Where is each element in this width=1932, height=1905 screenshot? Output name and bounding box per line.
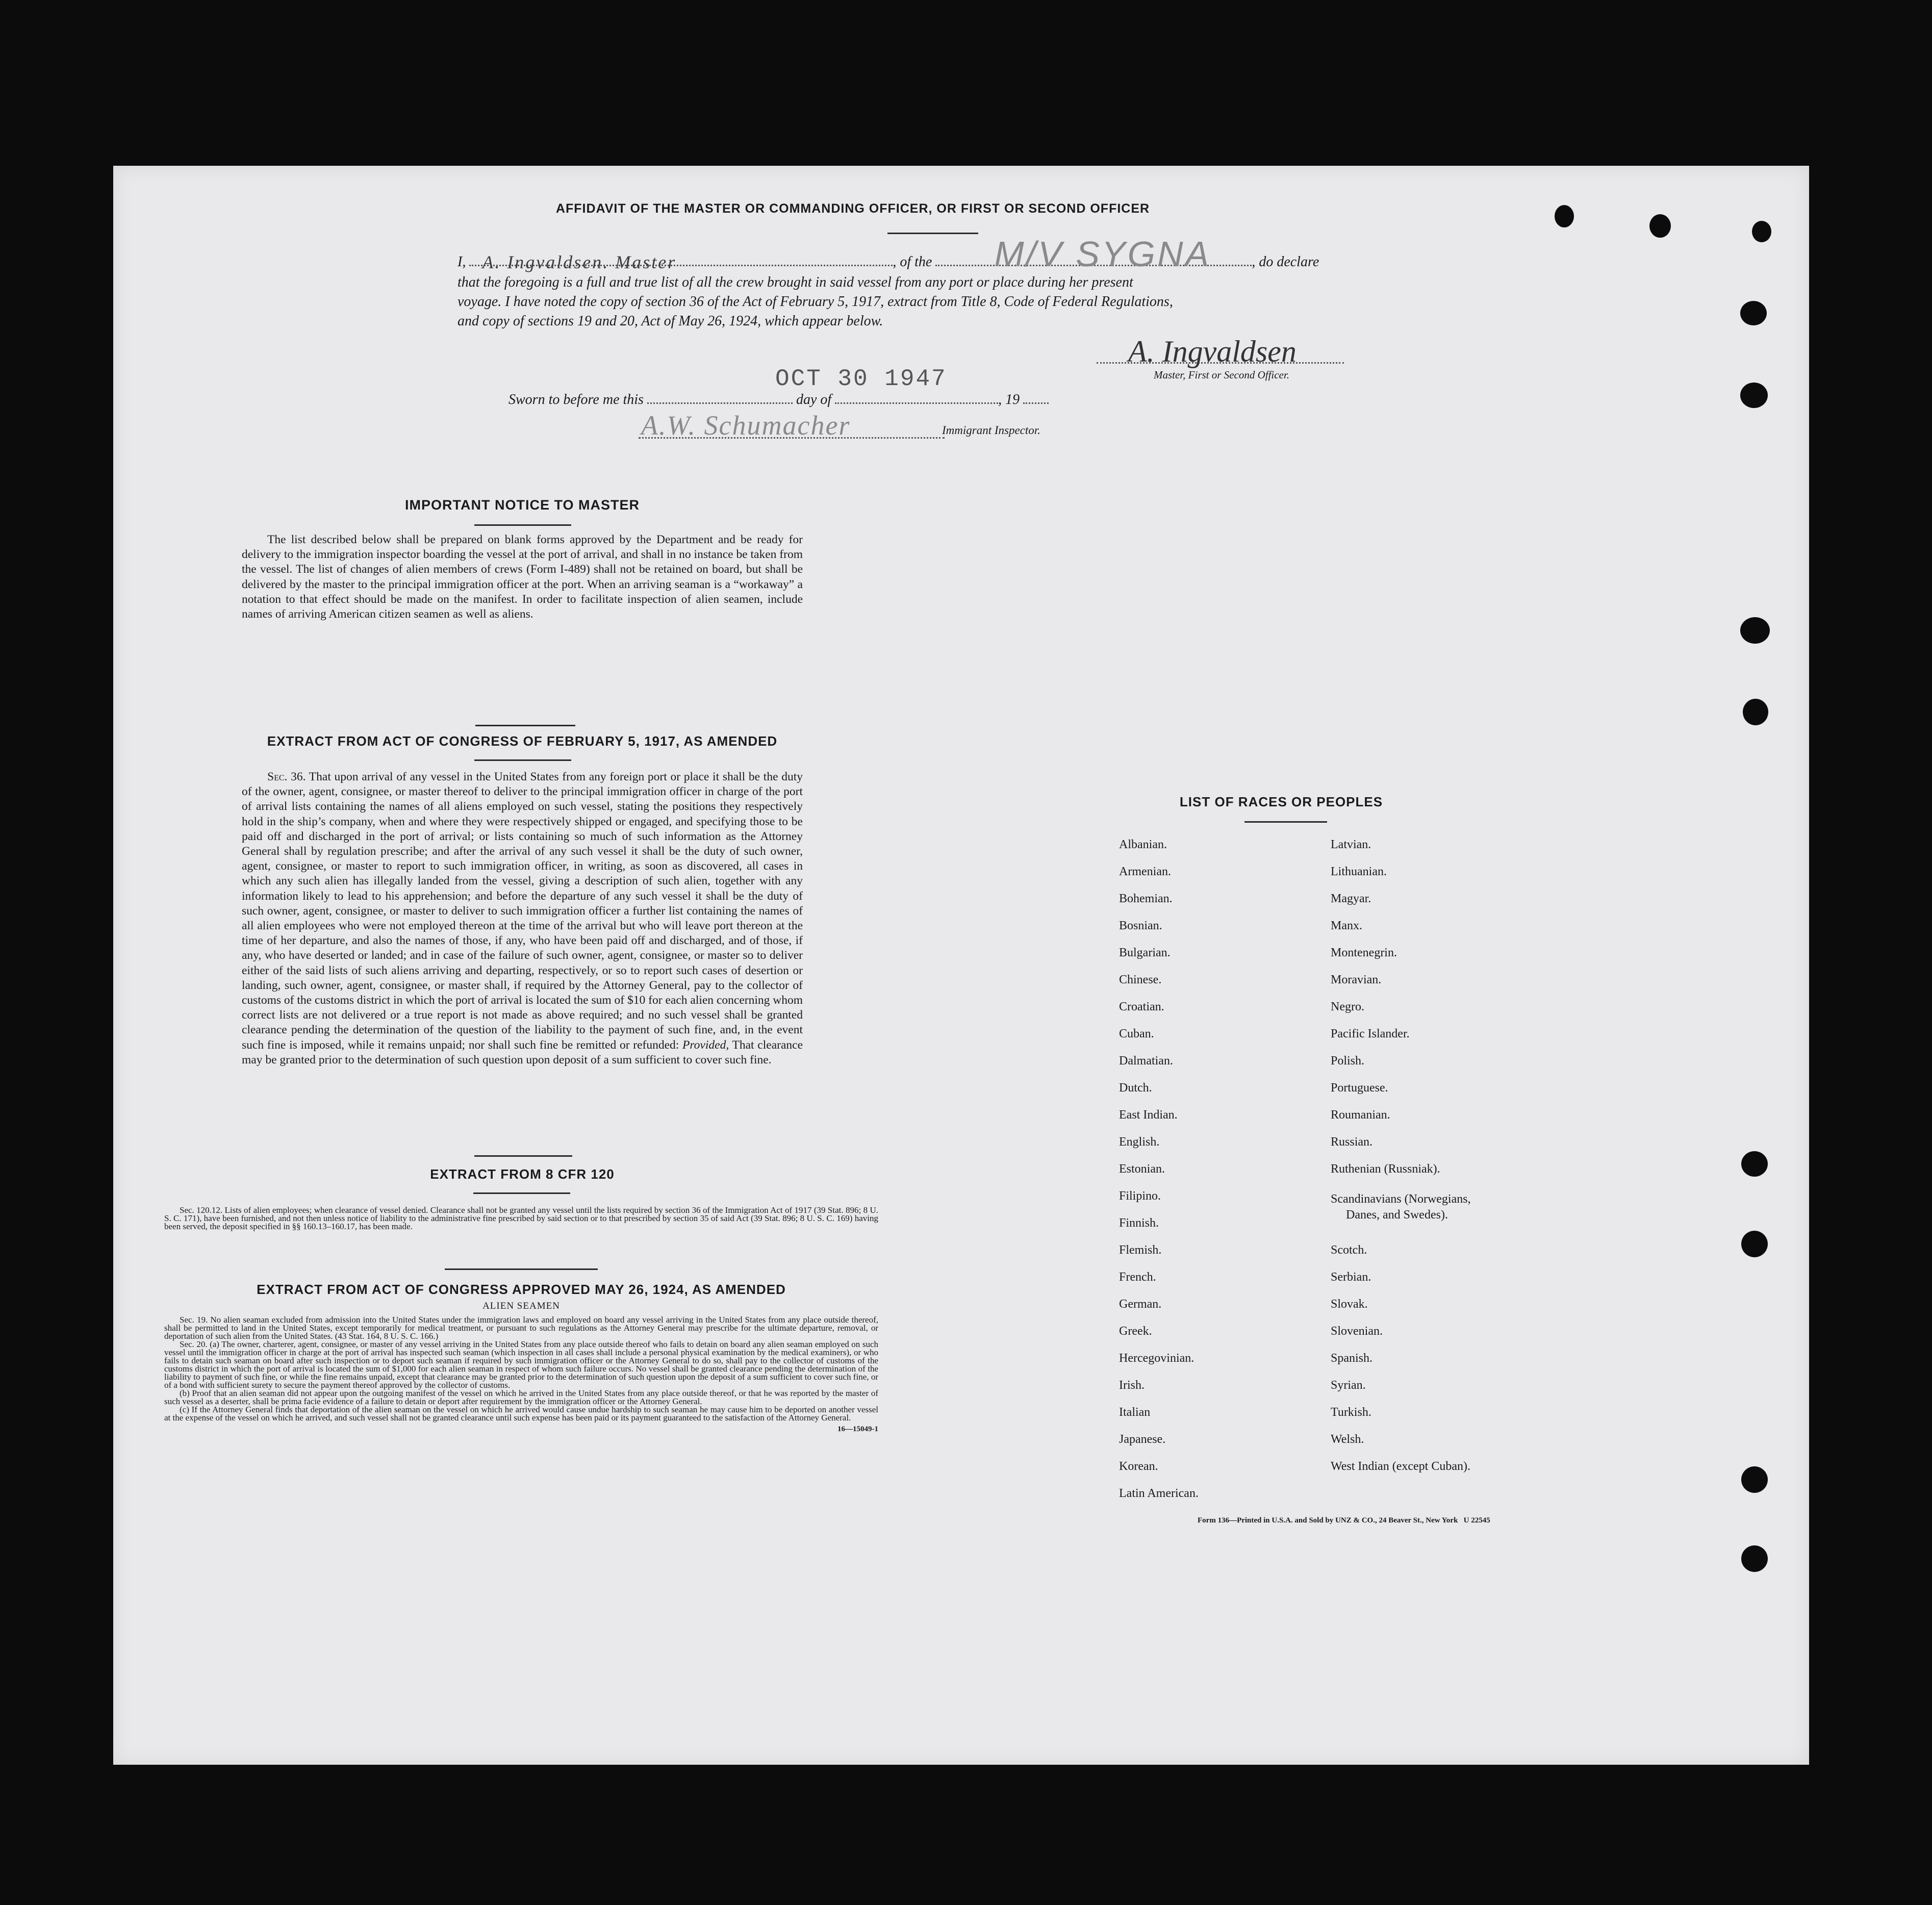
race-item: Magyar. bbox=[1331, 892, 1371, 905]
race-item: Manx. bbox=[1331, 919, 1362, 932]
race-item: Slovenian. bbox=[1331, 1325, 1383, 1338]
cfr-title: EXTRACT FROM 8 CFR 120 bbox=[430, 1166, 615, 1182]
sworn-line bbox=[509, 390, 1233, 410]
race-item: Armenian. bbox=[1119, 865, 1171, 878]
race-item: Turkish. bbox=[1331, 1406, 1371, 1419]
race-item: Dutch. bbox=[1119, 1081, 1152, 1095]
act1917-provided: Provided, bbox=[682, 1038, 729, 1052]
race-item: Danes, and Swedes). bbox=[1346, 1208, 1448, 1222]
races-rule bbox=[1244, 821, 1327, 823]
affidavit-of-the: , of the bbox=[893, 254, 932, 270]
race-item: Filipino. bbox=[1119, 1189, 1161, 1203]
race-item: Spanish. bbox=[1331, 1352, 1373, 1365]
form-code: 16—15049-1 bbox=[837, 1425, 878, 1433]
punch-hole bbox=[1741, 1151, 1768, 1177]
race-item: East Indian. bbox=[1119, 1108, 1178, 1122]
race-item: Montenegrin. bbox=[1331, 946, 1397, 959]
race-item: Greek. bbox=[1119, 1325, 1152, 1338]
date-stamp-text: OCT 30 1947 bbox=[775, 366, 947, 392]
act1917-body: That upon arrival of any vessel in the United States from any foreign port or place it shall be the duty of the owner, agent, consignee, or master thereof to deliver to the principal immigration officer in charge of the port of arrival lists containing the names of all aliens employed on such vessel, stating the positions they respectively hold in the ship’s company, when and where they were respectively shipped or engaged, and specifying those to be paid off and discharged in the port of arrival; or lists containing so much of such information as the Attorney General shall by regulation prescribe; and after the arrival of any such vessel it shall be the duty of such owner, agent, consignee, or master to report to such immigration officer, in writing, as soon as discovered, all cases in which any such alien has illegally landed from the vessel, giving a description of such alien, together with any information likely to lead to his apprehension; and before the departure of any such vessel it shall be the duty of such owner, agent, consignee, or master to deliver to such immigration officer a further list containing the names of all alien employees who were not employed thereon at the time of the arrival but who will leave port thereon at the time of her departure, and also the names of those, if any, who have been paid off and discharged, and of those, if any, who have deserted or landed; and in case of the failure of such owner, agent, consignee, or master so to deliver either of the said lists of such aliens arriving and departing, respectively, or so to report such cases of desertion or landing, such owner, agent, consignee, or master shall, if required by the Attorney General, pay to the collector of customs of the customs district in which the port of arrival is located the sum of $10 for each alien concerning whom correct lists are not delivered or a true report is not made as above required; and no such vessel shall be granted clearance pending the determination of the question of the liability to the payment of such fine, and, in the event such fine is imposed, while it remains unpaid; nor shall such fine be remitted or refunded: bbox=[242, 770, 803, 1052]
vessel-stamp: M/V SYGNA bbox=[994, 234, 1211, 274]
races-left-column bbox=[1119, 837, 1313, 1513]
punch-hole bbox=[1741, 1231, 1768, 1257]
race-item: Portuguese. bbox=[1331, 1081, 1388, 1095]
race-item: Estonian. bbox=[1119, 1162, 1165, 1176]
cfr-rule bbox=[473, 1192, 570, 1194]
sworn-year-field bbox=[1023, 402, 1049, 404]
act1917-body-end: That clearance may be granted prior to the determination of such question upon deposit of a sum sufficient to cover such fine. bbox=[242, 1038, 803, 1066]
inspector-caption: Immigrant Inspector. bbox=[942, 424, 1040, 437]
race-item: Moravian. bbox=[1331, 973, 1382, 986]
punch-hole bbox=[1740, 301, 1767, 325]
notice-text: The list described below shall be prepared on blank forms approved by the Department and be ready for delivery to the immigration inspector boarding the vessel at the port of arrival, and shall in no instance be taken from the vessel. The list of changes of alien members of crews (Form I-489) shall not be retained on board, but shall be delivered by the master to the principal immigration officer at the port. When an arriving seaman is a “workaway” a notation to that effect should be made on the manifest. In order to facilitate inspection of alien seamen, include names of arriving American citizen seamen as well as aliens. bbox=[242, 533, 803, 621]
act1924-subtitle: ALIEN SEAMEN bbox=[482, 1301, 560, 1311]
master-name-field bbox=[469, 252, 893, 272]
race-item: Finnish. bbox=[1119, 1216, 1159, 1230]
race-item: Croatian. bbox=[1119, 1000, 1164, 1013]
act1917-text bbox=[242, 770, 803, 1068]
race-item: Syrian. bbox=[1331, 1379, 1366, 1392]
date-stamp bbox=[775, 366, 947, 392]
affidavit-declare: , do declare bbox=[1252, 254, 1319, 270]
punch-hole bbox=[1741, 1545, 1768, 1572]
act1917-rule bbox=[474, 759, 571, 761]
act1924-title: EXTRACT FROM ACT OF CONGRESS APPROVED MAY 26, 1924, AS AMENDED bbox=[257, 1282, 786, 1297]
race-item: Bosnian. bbox=[1119, 919, 1162, 932]
sworn-month-field bbox=[835, 402, 998, 404]
race-item: Bulgarian. bbox=[1119, 946, 1171, 959]
act1924-sec20c: (c) If the Attorney General finds that deportation of the alien seaman on the vessel on which he arrived would cause undue hardship to such seaman he may cause him to be deported on another vessel at the expense of the vessel on which he arrived, and such vessel shall not be granted clearance until such expense has been paid or its payment guaranteed to the satisfaction of the Attorney General. bbox=[164, 1405, 878, 1423]
punch-hole bbox=[1743, 699, 1768, 725]
race-item: English. bbox=[1119, 1135, 1160, 1149]
inspector-signature: A.W. Schumacher bbox=[641, 410, 851, 441]
act1917-title: EXTRACT FROM ACT OF CONGRESS OF FEBRUARY 5, 1917, AS AMENDED bbox=[267, 733, 778, 749]
race-item: Negro. bbox=[1331, 1000, 1364, 1013]
affidavit-title: AFFIDAVIT OF THE MASTER OR COMMANDING OFFICER, OR FIRST OR SECOND OFFICER bbox=[555, 201, 1150, 216]
race-item: Ruthenian (Russniak). bbox=[1331, 1162, 1440, 1176]
races-title: LIST OF RACES OR PEOPLES bbox=[1179, 794, 1383, 809]
race-item: Chinese. bbox=[1119, 973, 1162, 986]
document-page bbox=[113, 166, 1809, 1765]
race-item: Latin American. bbox=[1119, 1487, 1199, 1500]
race-item: Bohemian. bbox=[1119, 892, 1173, 905]
race-item: Roumanian. bbox=[1331, 1108, 1390, 1122]
affidavit-line-3: voyage. I have noted the copy of section 36 of the Act of February 5, 1917, extract from Title 8, Code of Federal Regulations, bbox=[457, 294, 1173, 310]
cfr-end-rule bbox=[445, 1268, 598, 1270]
race-item: Polish. bbox=[1331, 1054, 1365, 1068]
affidavit-line-4: and copy of sections 19 and 20, Act of May 26, 1924, which appear below. bbox=[457, 313, 883, 329]
race-item: German. bbox=[1119, 1298, 1162, 1311]
race-item: Italian bbox=[1119, 1406, 1151, 1419]
act1924-text bbox=[164, 1316, 878, 1434]
race-item: Flemish. bbox=[1119, 1243, 1162, 1257]
signature-caption: Master, First or Second Officer. bbox=[1154, 369, 1289, 381]
master-name-handwriting: A. Ingvaldsen. Master bbox=[482, 252, 677, 272]
notice-end-rule bbox=[475, 725, 575, 726]
vessel-field bbox=[935, 234, 1252, 274]
race-item: Albanian. bbox=[1119, 838, 1167, 851]
race-item: Korean. bbox=[1119, 1460, 1158, 1473]
race-item: Welsh. bbox=[1331, 1433, 1364, 1446]
cfr-text: Sec. 120.12. Lists of alien employees; when clearance of vessel denied. Clearance shall not be granted any vessel until the lists required by section 36 of the Immigration Act of 1917 (39 Stat. 896; 8 U. S. C. 171), have been furnished, and not then unless notice of liability to the administrative fine prescribed by said section or to that prescribed by section 35 of said Act (39 Stat. 896; 8 U. S. C. 169) having been served, the deposit specified in §§ 160.13–160.17, has been made. bbox=[164, 1205, 878, 1231]
race-item: Scotch. bbox=[1331, 1243, 1367, 1257]
races-right-column bbox=[1331, 837, 1575, 1486]
title-rule bbox=[887, 233, 978, 234]
sworn-day-field bbox=[647, 402, 793, 404]
sworn-prefix: Sworn to before me this bbox=[509, 392, 644, 408]
act1924-sec20b: (b) Proof that an alien seaman did not appear upon the outgoing manifest of the vessel on which he arrived in the United States from any place outside thereof, or that he was reported by the master of such vessel as a deserter, shall be prima facie evidence of a failure to detain or deport after requirement by the immigration officer or the Attorney General. bbox=[164, 1388, 878, 1406]
punch-hole bbox=[1649, 214, 1671, 238]
race-item: Russian. bbox=[1331, 1135, 1373, 1149]
affidavit-prefix: I, bbox=[457, 254, 466, 270]
punch-hole bbox=[1740, 617, 1770, 644]
race-item: West Indian (except Cuban). bbox=[1331, 1460, 1470, 1473]
affidavit-line-2: that the foregoing is a full and true list of all the crew brought in said vessel from any port or place during her present bbox=[457, 274, 1133, 290]
master-signature: A. Ingvaldsen bbox=[1128, 335, 1297, 368]
race-item: French. bbox=[1119, 1271, 1156, 1284]
punch-hole bbox=[1752, 221, 1771, 242]
race-item: Slovak. bbox=[1331, 1298, 1368, 1311]
race-item: Scandinavians (Norwegians, bbox=[1331, 1192, 1471, 1206]
sworn-day-of: day of bbox=[796, 392, 832, 408]
race-item: Latvian. bbox=[1331, 838, 1371, 851]
act1917-end-rule bbox=[474, 1155, 572, 1157]
race-item: Lithuanian. bbox=[1331, 865, 1387, 878]
affidavit-line-1 bbox=[457, 234, 1518, 274]
sworn-year: , 19 bbox=[998, 392, 1020, 408]
punch-hole bbox=[1740, 383, 1768, 408]
act1917-section: Sec. 36. bbox=[267, 770, 306, 783]
race-item: Cuban. bbox=[1119, 1027, 1154, 1040]
notice-rule bbox=[474, 524, 571, 526]
race-item: Hercegovinian. bbox=[1119, 1352, 1194, 1365]
act1924-sec19: Sec. 19. No alien seaman excluded from admission into the United States under the immigration laws and employed on board any vessel arriving in the United States from any place outside thereof, shall be permitted to land in the United States, except temporarily for medical treatment, or pursuant to such regulations as the Attorney General may prescribe for the ultimate departure, removal, or deportation of such alien from the United States. (43 Stat. 164, 8 U. S. C. 166.) bbox=[164, 1315, 878, 1341]
form-footer: Form 136—Printed in U.S.A. and Sold by UNZ & CO., 24 Beaver St., New York U 22545 bbox=[1198, 1516, 1490, 1525]
race-item: Pacific Islander. bbox=[1331, 1027, 1410, 1040]
race-item: Dalmatian. bbox=[1119, 1054, 1173, 1068]
punch-hole bbox=[1555, 205, 1574, 227]
race-item: Serbian. bbox=[1331, 1271, 1371, 1284]
act1924-sec20a: Sec. 20. (a) The owner, charterer, agent, consignee, or master of any vessel arriving in the United States from any place outside thereof who fails to detain on board any alien seaman employed on such vessel until the immigration officer in charge at the port of arrival has inspected such seaman (which inspection in all cases shall include a personal physical examination by the medical examiners), or who fails to detain such seaman on board after such inspection or to deport such seaman if required by such immigration officer or the Attorney General to do so, shall pay to the collector of customs of the customs district in which the port of arrival is located the sum of $1,000 for each alien seaman in respect of whom such failure occurs. No vessel shall be granted clearance pending the determination of the liability to payment of such fine, or while the fine remains unpaid, except that clearance may be granted prior to the determination of such question upon the deposit of a sum sufficient to cover such fine, or of a bond with sufficient surety to secure the payment thereof approved by the collector of customs. bbox=[164, 1339, 878, 1390]
race-item: Japanese. bbox=[1119, 1433, 1166, 1446]
race-item: Irish. bbox=[1119, 1379, 1145, 1392]
punch-hole bbox=[1741, 1466, 1768, 1493]
notice-title: IMPORTANT NOTICE TO MASTER bbox=[405, 497, 640, 513]
